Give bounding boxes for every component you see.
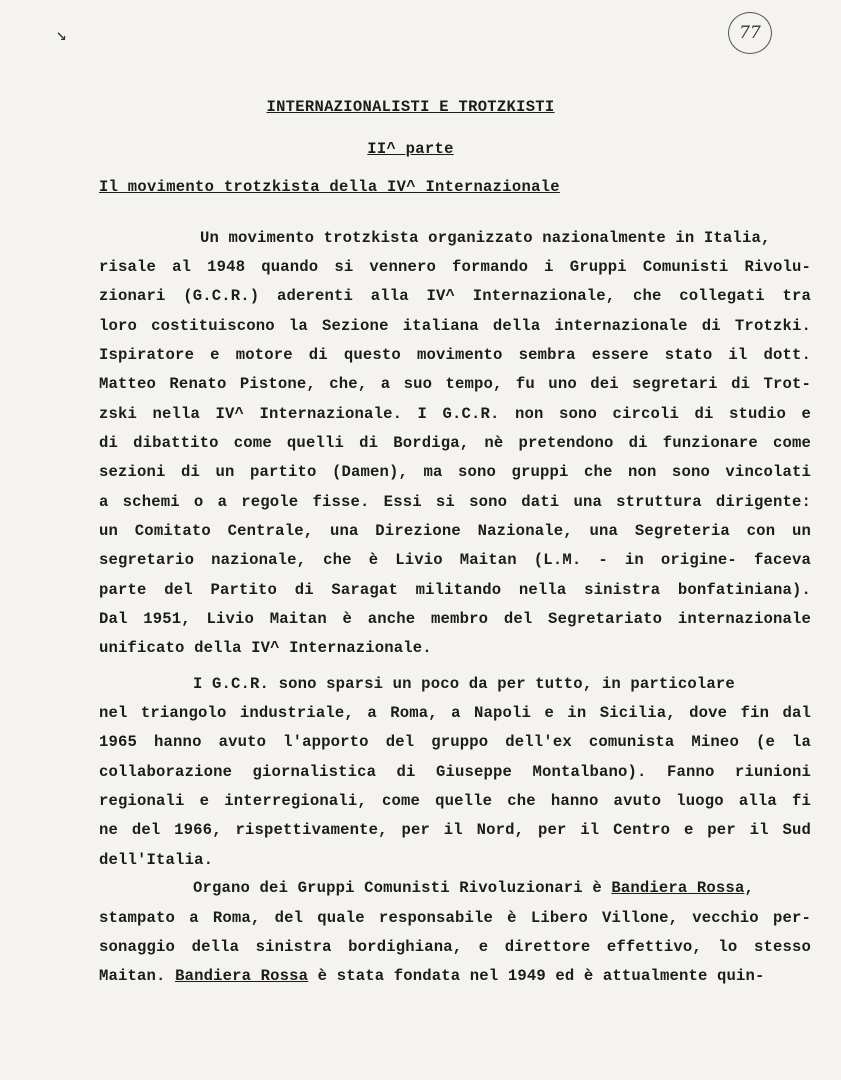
text-line: zionari (G.C.R.) aderenti alla IV^ Internazionale, che collegati tra [99, 287, 811, 305]
text-segment: Organo dei Gruppi Comunisti Rivoluzionari è [193, 879, 612, 897]
text-line: I G.C.R. sono sparsi un poco da per tutto, in particolare [193, 675, 735, 693]
text-line: Ispiratore e motore di questo movimento sembra essere stato il dott. [99, 346, 811, 364]
document-title: INTERNAZIONALISTI E TROTZKISTI [266, 98, 555, 116]
part-heading: II^ parte [367, 140, 454, 158]
text-line: regionali e interregionali, come quelle che hanno avuto luogo alla fi [99, 792, 811, 810]
text-line: a schemi o a regole fisse. Essi si sono dati una struttura dirigente: [99, 493, 811, 511]
text-line [193, 878, 811, 898]
text-line: parte del Partito di Saragat militando nella sinistra bonfatiniana). [99, 581, 811, 599]
text-line: nel triangolo industriale, a Roma, a Napoli e in Sicilia, dove fin dal [99, 704, 811, 722]
publication-name: Bandiera Rossa [611, 879, 745, 897]
text-line: Matteo Renato Pistone, che, a suo tempo, fu uno dei segretari di Trot- [99, 375, 811, 393]
text-line: un Comitato Centrale, una Direzione Nazionale, una Segreteria con un [99, 522, 811, 540]
text-segment: Maitan. [99, 967, 176, 985]
text-line: stampato a Roma, del quale responsabile è Libero Villone, vecchio per- [99, 909, 811, 927]
text-line: Dal 1951, Livio Maitan è anche membro del Segretariato internazionale [99, 610, 811, 628]
text-line: sezioni di un partito (Damen), ma sono gruppi che non sono vincolati [99, 463, 811, 481]
text-line: sonaggio della sinistra bordighiana, e direttore effettivo, lo stesso [99, 938, 811, 956]
section-title: Il movimento trotzkista della IV^ Internazionale [99, 178, 560, 196]
text-line [99, 966, 811, 986]
text-line: di dibattito come quelli di Bordiga, nè pretendono di funzionare come [99, 434, 811, 452]
text-line: dell'Italia. [99, 851, 214, 869]
text-line: 1965 hanno avuto l'apporto del gruppo dell'ex comunista Mineo (e la [99, 733, 811, 751]
page-number-stamp: 77 [728, 12, 772, 54]
text-line: segretario nazionale, che è Livio Maitan (L.M. - in origine- faceva [99, 551, 811, 569]
text-line: loro costituiscono la Sezione italiana della internazionale di Trotzki. [99, 317, 811, 335]
handwritten-mark-icon: ↘ [56, 26, 67, 46]
text-line: Un movimento trotzkista organizzato nazionalmente in Italia, [200, 229, 771, 247]
text-line: risale al 1948 quando si vennero formando i Gruppi Comunisti Rivolu- [99, 258, 811, 276]
text-segment: , [744, 879, 754, 897]
text-line: unificato della IV^ Internazionale. [99, 639, 432, 657]
text-line: zski nella IV^ Internazionale. I G.C.R. non sono circoli di studio e [99, 405, 811, 423]
text-line: ne del 1966, rispettivamente, per il Nord, per il Centro e per il Sud [99, 821, 811, 839]
text-line: collaborazione giornalistica di Giuseppe Montalbano). Fanno riunioni [99, 763, 811, 781]
publication-name: Bandiera Rossa [175, 967, 309, 985]
text-segment: è stata fondata nel 1949 ed è attualmente quin- [308, 967, 765, 985]
